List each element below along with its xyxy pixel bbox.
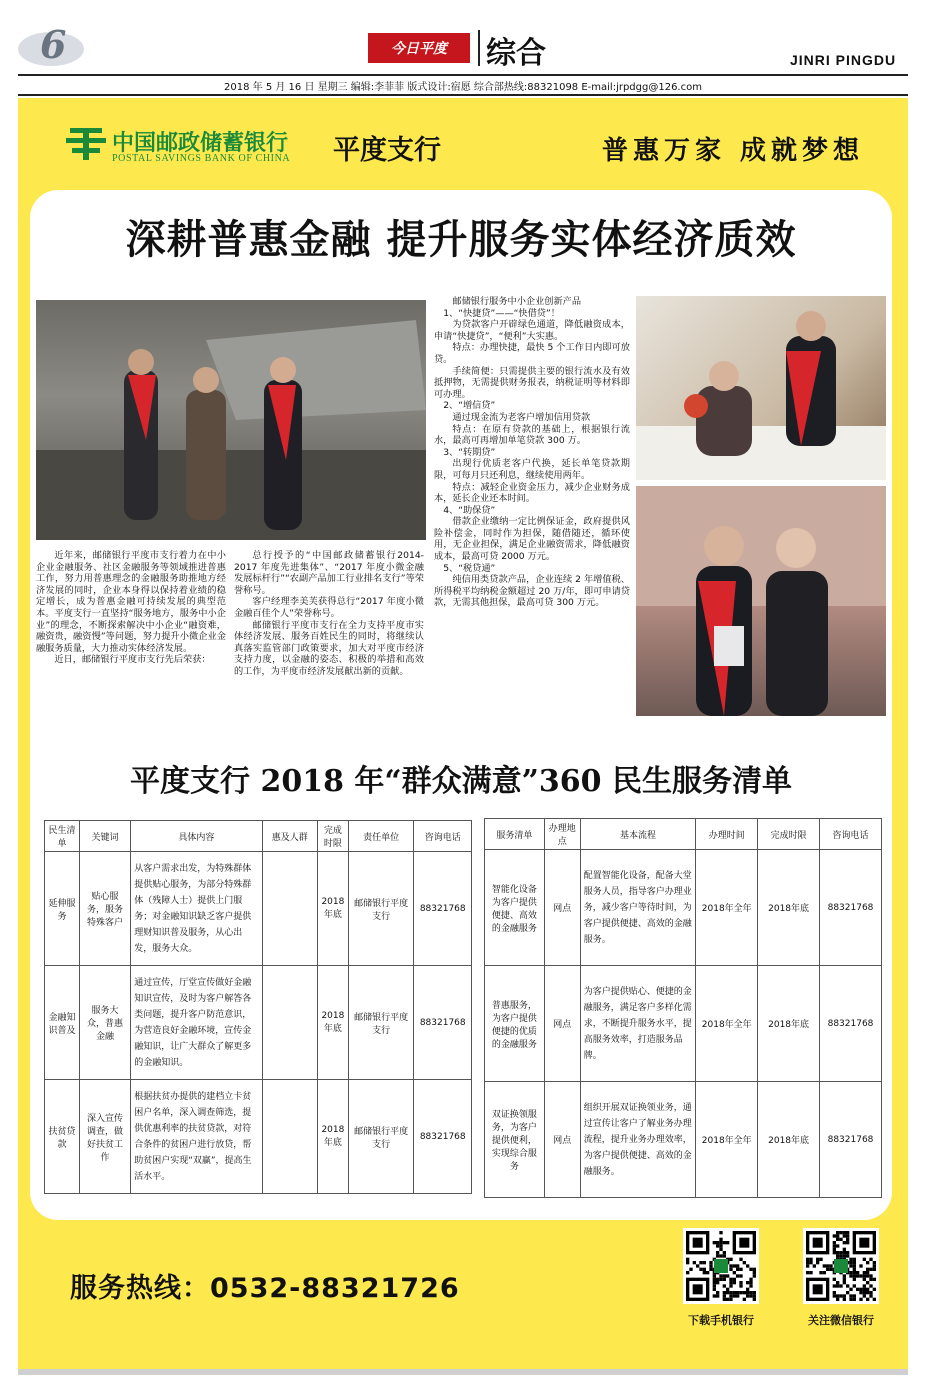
table-cell <box>262 852 317 966</box>
table-header-row <box>485 819 882 850</box>
article-paragraph: 借款企业缴纳一定比例保证金，政府提供风险补偿金，同时作为担保，随借随还，循环使用，无企业担保，满足企业融资需求，降低融资成本，最高可贷 2000 万元。 <box>434 516 630 563</box>
qr-code-icon[interactable] <box>803 1228 879 1304</box>
table-cell: 88321768 <box>820 966 882 1082</box>
table-cell: 邮储银行平度支行 <box>348 852 414 966</box>
table-cell: 2018年底 <box>318 852 349 966</box>
bottom-bar <box>18 1369 908 1375</box>
column-header: 民生清单 <box>45 821 80 852</box>
table-cell: 通过宣传，厅堂宣传做好金融知识宣传，及时为客户解答各类问题，提升客户防范意识，为营造良好金融环境，宣传金融知识，让广大群众了解更多的金融知识。 <box>131 966 262 1080</box>
section-title: 综合 <box>486 36 546 71</box>
table-cell: 2018年底 <box>758 1082 820 1198</box>
article-paragraph: 特点：办理快捷，最快 5 个工作日内即可放贷。 <box>434 342 630 365</box>
table-row <box>485 1082 882 1198</box>
table-row <box>485 850 882 966</box>
column-header: 办理地点 <box>544 819 580 850</box>
ad-slogan: 普惠万家 成就梦想 <box>602 136 865 166</box>
product-heading: 2、“增信贷” <box>443 400 496 412</box>
table-cell: 邮储银行平度支行 <box>348 966 414 1080</box>
table-cell: 组织开展双证换领业务，通过宣传让客户了解业务办理流程，提升业务办理效率，为客户提供便捷、高效的金融服务。 <box>580 1082 696 1198</box>
table-row <box>45 1080 472 1194</box>
product-heading: 5、“税贷通” <box>443 562 496 574</box>
table-cell: 服务大众，普惠金融 <box>79 966 130 1080</box>
table-cell: 双证换领服务，为客户提供便利，实现综合服务 <box>485 1082 545 1198</box>
article-paragraph: 总行授予的“中国邮政储蓄银行2014-2017 年度先进集体”、“2017 年度小微金融发展标杆行”“农副产品加工行业排名支行”等荣誉称号。 <box>234 550 424 596</box>
table-cell: 智能化设备为客户提供便捷、高效的金融服务 <box>485 850 545 966</box>
table-cell: 2018年全年 <box>696 1082 758 1198</box>
page-number: 6 <box>40 22 67 67</box>
article-paragraph: 邮储银行平度市支行在全力支持平度市实体经济发展、服务百姓民生的同时，将继续认真落实监管部门政策要求，加大对平度市经济支持力度，以金融的姿态、积极的举措和高效的工作，为平度市经济发展献出新的贡献。 <box>234 619 424 677</box>
article-paragraph: 通过现金流为老客户增加信用贷款 <box>452 411 591 423</box>
column-header: 服务清单 <box>485 819 545 850</box>
table-cell: 88321768 <box>414 966 472 1080</box>
table-row <box>45 966 472 1080</box>
article-paragraph: 特点：减轻企业资金压力，减少企业财务成本，延长企业还本时间。 <box>434 481 630 505</box>
table-cell: 贴心服务，服务特殊客户 <box>79 852 130 966</box>
header-rule-bottom <box>18 94 908 96</box>
qr-caption-wechat-banking: 关注微信银行 <box>808 1314 874 1327</box>
staff-with-customer-photo <box>636 486 886 716</box>
table-cell: 2018年底 <box>318 1080 349 1194</box>
ad-headline: 深耕普惠金融 提升服务实体经济质效 <box>125 217 797 263</box>
header-rule-top <box>18 74 908 76</box>
service-list-title: 平度支行 2018 年“群众满意”360 民生服务清单 <box>130 764 792 799</box>
article-paragraph: 邮储银行服务中小企业创新产品 <box>452 296 582 307</box>
article-paragraph: 近日，邮储银行平度市支行先后荣获： <box>54 654 211 666</box>
table-cell: 配置智能化设备，配备大堂服务人员，指导客户办理业务，减少客户等待时间，为客户提供便捷、高效的金融服务。 <box>580 850 696 966</box>
dateline: 2018 年 5 月 16 日 星期三 编辑:李菲菲 版式设计:宿愿 综合部热线:88321098 E-mail:jrpdgg@126.com <box>224 82 702 93</box>
article-paragraph: 特点：在原有贷款的基础上，根据银行流水，最高可再增加单笔贷款 300 万。 <box>434 423 630 447</box>
article-column-2 <box>234 550 424 678</box>
table-cell: 金融知识普及 <box>45 966 80 1080</box>
table-cell: 2018年全年 <box>696 850 758 966</box>
service-table-right <box>484 818 882 1198</box>
article-paragraph: 近年来，邮储银行平度市支行着力在中小企业金融服务、社区金融服务等领域推进普惠工作，努力用普惠理念的金融服务助推地方经济发展的同时，企业本身得以保持着业绩的稳定增长，成为普惠金融可持续发展的典型范本。平度支行一直坚持“服务地方，服务中小企业”的理念，不断探索解决中小企业“融资难，融资贵，融资慢”等问题，努力提升小微企业金融服务质量，大力推动实体经济发展。 <box>36 550 226 654</box>
factory-visit-photo <box>36 300 426 540</box>
article-paragraph: 出现行优质老客户代换，延长单笔贷款期限，可每月只还利息，继续使用两年。 <box>434 458 630 481</box>
column-header: 具体内容 <box>131 821 262 852</box>
service-hotline: 服务热线：0532-88321726 <box>70 1273 460 1304</box>
table-cell: 88321768 <box>820 850 882 966</box>
table-cell: 根据扶贫办提供的建档立卡贫困户名单，深入调查筛选，提供优惠利率的扶贫贷款，对符合条件的贫困户进行放贷，帮助贫困户实现“双赢”，提高生活水平。 <box>131 1080 262 1194</box>
column-header: 惠及人群 <box>262 821 317 852</box>
product-heading: 4、“助保贷” <box>443 504 496 516</box>
table-cell: 普惠服务，为客户提供便捷的优质的金融服务 <box>485 966 545 1082</box>
table-cell: 从客户需求出发，为特殊群体提供贴心服务，为部分特殊群体（残障人士）提供上门服务；对金融知识缺乏客户提供理财知识普及服务，从心出发，服务大众。 <box>131 852 262 966</box>
column-header: 完成时限 <box>318 821 349 852</box>
column-header: 基本流程 <box>580 819 696 850</box>
product-heading: 3、“转期贷” <box>443 446 496 458</box>
article-paragraph: 纯信用类贷款产品，企业连续 2 年增值税、所得税平均纳税金额超过 20 万/年，即可申请贷款，无需其他担保，最高可贷 300 万元。 <box>434 574 630 609</box>
column-header: 关键词 <box>79 821 130 852</box>
table-row <box>485 966 882 1082</box>
column-header: 办理时间 <box>696 819 758 850</box>
article-paragraph: 客户经理李美芙获得总行“2017 年度小微金融百佳个人”荣誉称号。 <box>234 596 424 619</box>
newspaper-romanization: JINRI PINGDU <box>790 52 897 68</box>
table-header-row <box>45 821 472 852</box>
table-cell: 2018年底 <box>758 850 820 966</box>
table-cell: 扶贫贷款 <box>45 1080 80 1194</box>
service-table-left <box>44 820 472 1194</box>
newspaper-logo: 今日平度 <box>368 33 470 63</box>
qr-caption-mobile-banking: 下载手机银行 <box>688 1314 754 1327</box>
qr-code-icon[interactable] <box>683 1228 759 1304</box>
product-heading: 1、“快捷贷”——“快借贷”！ <box>443 307 560 319</box>
header-divider <box>478 30 480 66</box>
table-row <box>45 852 472 966</box>
table-cell: 88321768 <box>820 1082 882 1198</box>
table-cell: 网点 <box>544 850 580 966</box>
column-header: 完成时限 <box>758 819 820 850</box>
column-header: 咨询电话 <box>414 821 472 852</box>
article-paragraph: 手续简便：只需提供主要的银行流水及有效抵押物，无需提供财务报表，纳税证明等材料即可办理。 <box>434 365 630 400</box>
table-cell <box>262 1080 317 1194</box>
article-paragraph: 为贷款客户开辟绿色通道，降低融资成本，申请“快捷贷”，“便利”大实惠。 <box>434 319 630 342</box>
column-header: 咨询电话 <box>820 819 882 850</box>
office-consultation-photo <box>636 296 886 480</box>
table-cell: 网点 <box>544 966 580 1082</box>
table-cell: 88321768 <box>414 852 472 966</box>
article-column-1 <box>36 550 226 666</box>
bank-name-cn: 中国邮政储蓄银行 <box>112 130 289 156</box>
branch-name: 平度支行 <box>333 135 441 166</box>
table-cell: 深入宣传调查，做好扶贫工作 <box>79 1080 130 1194</box>
table-cell: 2018年全年 <box>696 966 758 1082</box>
table-cell: 88321768 <box>414 1080 472 1194</box>
table-cell: 2018年底 <box>758 966 820 1082</box>
table-cell: 延伸服务 <box>45 852 80 966</box>
postal-savings-logo-icon <box>66 126 106 166</box>
table-cell: 网点 <box>544 1082 580 1198</box>
table-cell: 2018年底 <box>318 966 349 1080</box>
table-cell: 邮储银行平度支行 <box>348 1080 414 1194</box>
article-column-3 <box>434 296 630 609</box>
table-cell <box>262 966 317 1080</box>
table-cell: 为客户提供贴心、便捷的金融服务，满足客户多样化需求，不断提升服务水平，提高服务效率，打造服务品牌。 <box>580 966 696 1082</box>
bank-name-en: POSTAL SAVINGS BANK OF CHINA <box>112 153 291 164</box>
column-header: 责任单位 <box>348 821 414 852</box>
